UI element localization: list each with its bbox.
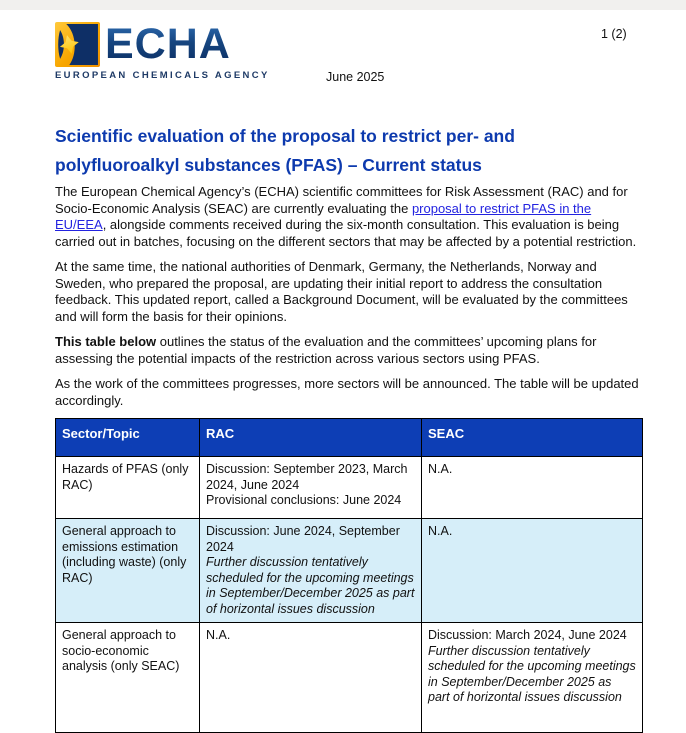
cell-rac: N.A. [200, 623, 422, 733]
cell-seac: Discussion: March 2024, June 2024 Further discussion tentatively scheduled for the upcoming meetings in September/December 2025 as part of horizontal issues discussion [422, 623, 643, 733]
status-table [55, 418, 643, 733]
echa-brand-text: ECHA [105, 20, 231, 68]
cell-seac: N.A. [422, 457, 643, 519]
table-note-rest: outlines the status of the evaluation and the committees’ upcoming plans for assessing the potential impacts of the restriction across various sectors using PFAS. [55, 334, 597, 366]
document-content [55, 122, 641, 733]
cell-rac: Discussion: June 2024, September 2024 Further discussion tentatively scheduled for the upcoming meetings in September/December 2025 as part of horizontal issues discussion [200, 519, 422, 623]
paragraph-update-note: As the work of the committees progresses, more sectors will be announced. The table will be updated accordingly. [55, 376, 639, 408]
paragraph-authorities: At the same time, the national authorities of Denmark, Germany, the Netherlands, Norway and Sweden, who prepared the proposal, are updating their initial report to address the consultation feedback. This updated report, called a Background Document, will be evaluated by the committees and will form the basis for their opinions. [55, 259, 628, 324]
paragraph-intro [55, 184, 641, 250]
table-row-emissions [56, 519, 643, 623]
cell-sector: General approach to emissions estimation (including waste) (only RAC) [56, 519, 200, 623]
intro-text-post: , alongside comments received during the six-month consultation. This evaluation is being carried out in batches, focusing on the different sectors that may be affected by a potential restriction. [55, 217, 637, 249]
paragraph-table-note [55, 334, 641, 367]
viewer-top-edge [0, 0, 686, 10]
echa-brand-subtitle: EUROPEAN CHEMICALS AGENCY [55, 70, 270, 81]
intro-text-pre: The European Chemical Agency’s (ECHA) scientific committees for Risk Assessment (RAC) and for Socio-Economic Analysis (SEAC) are currently evaluating the [55, 184, 628, 216]
document-date: June 2025 [326, 70, 385, 84]
page-number: 1 (2) [601, 27, 627, 41]
echa-logo [55, 22, 270, 81]
table-note-lead: This table below [55, 334, 157, 349]
echa-logo-mark-icon [55, 22, 100, 67]
header-cell-rac: RAC [200, 419, 422, 457]
cell-sector: General approach to socio-economic analysis (only SEAC) [56, 623, 200, 733]
header-cell-sector-topic: Sector/Topic [56, 419, 200, 457]
table-row-socio-economic [56, 623, 643, 733]
cell-sector: Hazards of PFAS (only RAC) [56, 457, 200, 519]
table-row-hazards [56, 457, 643, 519]
cell-rac: Discussion: September 2023, March 2024, June 2024 Provisional conclusions: June 2024 [200, 457, 422, 519]
pfas-proposal-link[interactable]: proposal to restrict PFAS in the EU/EEA [55, 200, 592, 232]
header-cell-seac: SEAC [422, 419, 643, 457]
cell-seac: N.A. [422, 519, 643, 623]
table-header-row [56, 419, 643, 457]
document-title: Scientific evaluation of the proposal to restrict per- and polyfluoroalkyl substances (PFAS) – Current status [55, 126, 515, 175]
